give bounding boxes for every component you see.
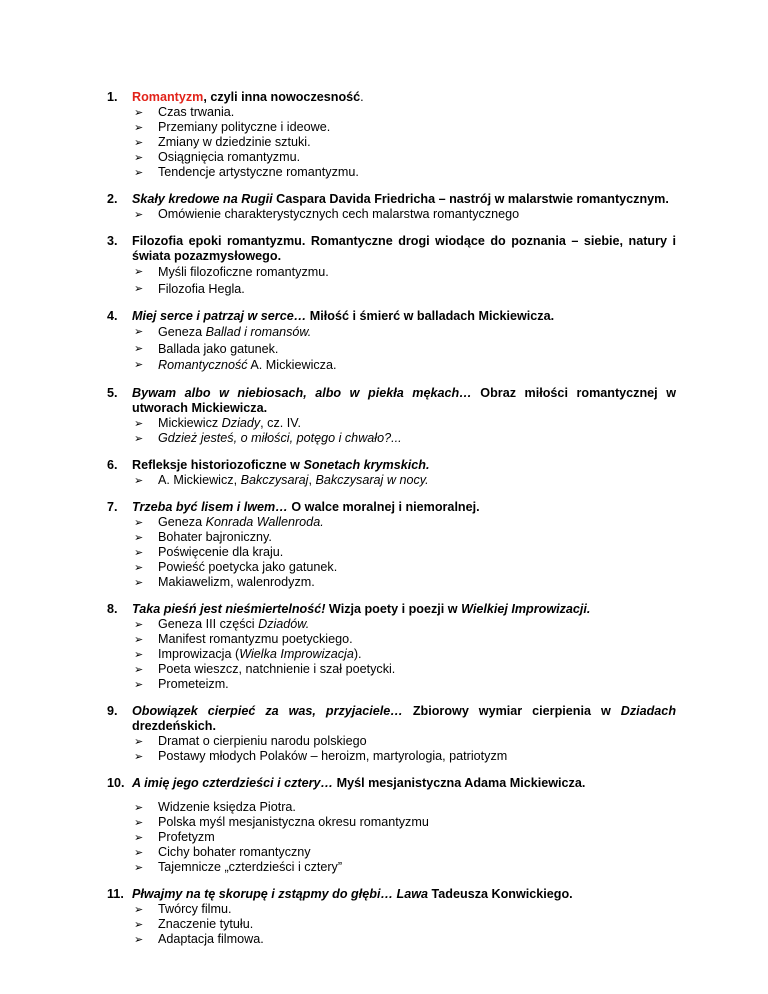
subtopic-text: Adaptacja filmowa.: [158, 931, 264, 946]
arrow-bullet-icon: ➢: [134, 560, 144, 574]
title-segment: Filozofia epoki romantyzmu. Romantyczne drogi wiodące do poznania – siebie, natury i świata pozazmysłowego.: [132, 234, 676, 263]
arrow-bullet-icon: ➢: [134, 662, 144, 676]
subtopic-item: [132, 135, 676, 150]
subtopic-text: Makiawelizm, walenrodyzm.: [158, 574, 315, 589]
title-segment: Lawa: [396, 886, 429, 901]
arrow-bullet-icon: ➢: [134, 341, 144, 355]
subtopic-item: [132, 473, 676, 488]
title-segment: Romantyzm: [132, 90, 204, 104]
topic-title: [110, 887, 676, 902]
subtopic-text: Tendencje artystyczne romantyzmu.: [158, 165, 359, 179]
subtopic-text: ,: [308, 472, 316, 487]
subtopic-text: Widzenie księdza Piotra.: [158, 799, 296, 814]
arrow-bullet-icon: ➢: [134, 830, 144, 844]
subtopic-text: Geneza: [158, 514, 206, 529]
subtopic-list: [110, 800, 676, 875]
arrow-bullet-icon: ➢: [134, 677, 144, 691]
subtopic-list: [110, 105, 676, 180]
topic-number: 7.: [107, 499, 118, 514]
subtopic-text: Twórcy filmu.: [158, 901, 232, 916]
arrow-bullet-icon: ➢: [134, 860, 144, 874]
subtopic-item: [132, 845, 676, 860]
topic-title: [110, 458, 676, 473]
arrow-bullet-icon: ➢: [134, 515, 144, 529]
subtopic-item: [132, 575, 676, 590]
title-segment: A imię jego czterdzieści i cztery…: [132, 775, 334, 790]
title-segment: Zbiorowy wymiar cierpienia w: [402, 703, 621, 718]
subtopic-text: Konrada Wallenroda.: [205, 514, 324, 529]
subtopic-text: Ballad i romansów.: [205, 325, 312, 339]
subtopic-item: [132, 515, 676, 530]
title-segment: .: [360, 90, 364, 104]
subtopic-item: [132, 431, 676, 446]
arrow-bullet-icon: ➢: [134, 530, 144, 544]
subtopic-text: Omówienie charakterystycznych cech malarstwa romantycznego: [158, 207, 520, 221]
subtopic-item: [132, 357, 676, 374]
topic-section: [107, 457, 676, 488]
subtopic-text: Czas trwania.: [158, 105, 235, 119]
title-segment: Obowiązek cierpieć za was, przyjaciele…: [132, 703, 403, 718]
subtopic-text: ).: [353, 646, 362, 661]
topic-title: [110, 704, 676, 734]
topic-section: [107, 385, 677, 446]
subtopic-text: A. Mickiewicz,: [158, 472, 241, 487]
subtopic-list: [110, 416, 676, 446]
title-segment: Płwajmy na tę skorupę i zstąpmy do głębi…: [132, 886, 394, 901]
arrow-bullet-icon: ➢: [134, 815, 144, 829]
topic-title: [110, 192, 676, 207]
subtopic-item: [132, 120, 676, 135]
subtopic-list: [110, 617, 676, 692]
topic-number: 5.: [107, 385, 118, 400]
arrow-bullet-icon: ➢: [134, 800, 144, 814]
subtopic-text: Geneza III części: [158, 616, 259, 631]
subtopic-item: [132, 815, 676, 830]
arrow-bullet-icon: ➢: [134, 734, 144, 748]
subtopic-list: [110, 473, 676, 488]
subtopic-text: Bohater bajroniczny.: [158, 529, 272, 544]
arrow-bullet-icon: ➢: [134, 416, 144, 430]
title-segment: Skały kredowe na Rugii: [132, 192, 273, 206]
title-segment: Dziadach: [620, 703, 677, 718]
arrow-bullet-icon: ➢: [134, 632, 144, 646]
subtopic-item: [132, 647, 676, 662]
topic-section: [107, 775, 676, 875]
title-segment: Miej serce i patrzaj w serce…: [132, 309, 307, 323]
subtopic-list: [110, 902, 676, 947]
topic-title: [110, 386, 676, 416]
subtopic-text: Cichy bohater romantyczny: [158, 844, 311, 859]
subtopic-text: Osiągnięcia romantyzmu.: [158, 150, 301, 164]
topic-number: 2.: [107, 192, 118, 206]
subtopic-text: A. Mickiewicza.: [247, 358, 337, 372]
title-segment: O walce moralnej i niemoralnej.: [287, 499, 480, 514]
arrow-bullet-icon: ➢: [134, 932, 144, 946]
subtopic-item: [132, 105, 676, 120]
arrow-bullet-icon: ➢: [134, 917, 144, 931]
subtopic-text: Prometeizm.: [158, 676, 229, 691]
subtopic-text: Wielka Improwizacja: [239, 646, 354, 661]
subtopic-text: Dziadów.: [258, 616, 310, 631]
topic-number: 6.: [107, 457, 118, 472]
topic-section: [107, 234, 676, 297]
arrow-bullet-icon: ➢: [134, 151, 144, 164]
subtopic-item: [132, 830, 676, 845]
topic-section: [107, 886, 676, 947]
topic-number: 10.: [107, 775, 125, 790]
title-segment: Caspara Davida Friedricha – nastrój w malarstwie romantycznym.: [272, 192, 669, 206]
topic-section: [107, 601, 676, 692]
subtopic-item: [132, 617, 676, 632]
subtopic-text: Gdzież jesteś, o miłości, potęgo i chwało?...: [158, 430, 402, 445]
subtopic-text: Postawy młodych Polaków – heroizm, martyrologia, patriotyzm: [158, 748, 508, 763]
topic-section: [107, 309, 676, 374]
subtopic-text: Poświęcenie dla kraju.: [158, 544, 284, 559]
subtopic-text: Zmiany w dziedzinie sztuki.: [158, 135, 311, 149]
subtopic-text: Tajemnicze „czterdzieści i cztery”: [158, 859, 343, 874]
title-segment: drezdeńskich.: [132, 718, 216, 733]
topic-title: [110, 234, 676, 264]
topic-section: [107, 90, 676, 180]
subtopic-item: [132, 860, 676, 875]
title-segment: Obraz miłości romantycznej w utworach Mickiewicza.: [132, 385, 677, 415]
subtopic-item: [132, 632, 676, 647]
subtopic-item: [132, 264, 676, 281]
subtopic-text: Mickiewicz: [158, 415, 222, 430]
topic-title: [110, 309, 676, 324]
subtopic-item: [132, 324, 676, 341]
subtopic-list: [110, 264, 676, 297]
arrow-bullet-icon: ➢: [134, 902, 144, 916]
subtopic-item: [132, 545, 676, 560]
title-segment: Refleksje historiozoficzne w: [132, 457, 304, 472]
title-segment: Wielkiej Improwizacji.: [461, 601, 591, 616]
subtopic-text: Powieść poetycka jako gatunek.: [158, 559, 338, 574]
topic-section: [107, 192, 676, 222]
title-segment: Wizja poety i poezji w: [325, 601, 462, 616]
arrow-bullet-icon: ➢: [134, 845, 144, 859]
arrow-bullet-icon: ➢: [134, 281, 144, 295]
subtopic-item: [132, 800, 676, 815]
subtopic-text: Poeta wieszcz, natchnienie i szał poetycki.: [158, 661, 396, 676]
subtopic-item: [132, 662, 676, 677]
subtopic-text: , cz. IV.: [260, 415, 302, 430]
title-segment: Trzeba być lisem i lwem…: [132, 499, 288, 514]
subtopic-text: Polska myśl mesjanistyczna okresu romantyzmu: [158, 814, 429, 829]
subtopic-list: [110, 324, 676, 374]
subtopic-item: [132, 902, 676, 917]
subtopic-item: [132, 560, 676, 575]
arrow-bullet-icon: ➢: [134, 106, 144, 119]
subtopic-item: [132, 917, 676, 932]
subtopic-text: Dziady: [221, 415, 261, 430]
subtopic-item: [132, 749, 676, 764]
title-segment: Myśl mesjanistyczna Adama Mickiewicza.: [333, 775, 586, 790]
topic-number: 4.: [107, 309, 118, 323]
subtopic-item: [132, 165, 676, 180]
subtopic-item: [132, 207, 676, 222]
subtopic-list: [110, 515, 676, 590]
arrow-bullet-icon: ➢: [134, 749, 144, 763]
arrow-bullet-icon: ➢: [134, 166, 144, 179]
subtopic-text: Bakczysaraj: [240, 472, 309, 487]
arrow-bullet-icon: ➢: [134, 617, 144, 631]
subtopic-text: Przemiany polityczne i ideowe.: [158, 120, 331, 134]
topic-number: 3.: [107, 234, 118, 248]
subtopic-item: [132, 677, 676, 692]
topic-section: [107, 499, 676, 590]
subtopic-item: [132, 341, 676, 358]
subtopic-item: [132, 530, 676, 545]
subtopic-list: [110, 734, 676, 764]
subtopic-text: Dramat o cierpieniu narodu polskiego: [158, 733, 367, 748]
title-segment: , czyli inna nowoczesność: [203, 90, 361, 104]
topic-number: 1.: [107, 90, 118, 104]
arrow-bullet-icon: ➢: [134, 136, 144, 149]
title-segment: Taka pieśń jest nieśmiertelność!: [132, 601, 326, 616]
arrow-bullet-icon: ➢: [134, 358, 144, 371]
topic-number: 9.: [107, 703, 118, 718]
arrow-bullet-icon: ➢: [134, 121, 144, 134]
arrow-bullet-icon: ➢: [134, 208, 144, 221]
arrow-bullet-icon: ➢: [134, 265, 144, 278]
arrow-bullet-icon: ➢: [134, 545, 144, 559]
subtopic-text: Znaczenie tytułu.: [158, 916, 254, 931]
subtopic-item: [132, 932, 676, 947]
subtopic-text: Ballada jako gatunek.: [158, 341, 279, 356]
subtopic-text: Filozofia Hegla.: [158, 281, 245, 296]
subtopic-text: Improwizacja (: [158, 646, 240, 661]
subtopic-text: Manifest romantyzmu poetyckiego.: [158, 631, 353, 646]
title-segment: Bywam albo w niebiosach, albo w piekła mękach…: [132, 385, 472, 400]
subtopic-item: [132, 734, 676, 749]
topic-section: [107, 703, 677, 764]
subtopic-item: [132, 150, 676, 165]
topic-number: 11.: [107, 886, 124, 901]
arrow-bullet-icon: ➢: [134, 325, 144, 338]
topic-list: [107, 90, 677, 947]
topic-title: [110, 90, 676, 105]
title-segment: Sonetach krymskich.: [303, 457, 430, 472]
subtopic-list: [110, 207, 676, 222]
topic-number: 8.: [107, 601, 118, 616]
subtopic-text: Bakczysaraj w nocy.: [315, 472, 429, 487]
subtopic-text: Profetyzm: [158, 829, 215, 844]
topic-title: [110, 776, 676, 791]
subtopic-text: Myśli filozoficzne romantyzmu.: [158, 265, 329, 279]
topic-title: [110, 500, 676, 515]
subtopic-item: [132, 416, 676, 431]
title-segment: Miłość i śmierć w balladach Mickiewicza.: [306, 309, 555, 323]
subtopic-text: Romantyczność: [158, 358, 248, 372]
title-segment: Tadeusza Konwickiego.: [428, 886, 573, 901]
subtopic-item: [132, 281, 676, 298]
arrow-bullet-icon: ➢: [134, 473, 144, 487]
topic-title: [110, 602, 676, 617]
arrow-bullet-icon: ➢: [134, 431, 144, 445]
arrow-bullet-icon: ➢: [134, 575, 144, 589]
arrow-bullet-icon: ➢: [134, 647, 144, 661]
subtopic-text: Geneza: [158, 325, 206, 339]
